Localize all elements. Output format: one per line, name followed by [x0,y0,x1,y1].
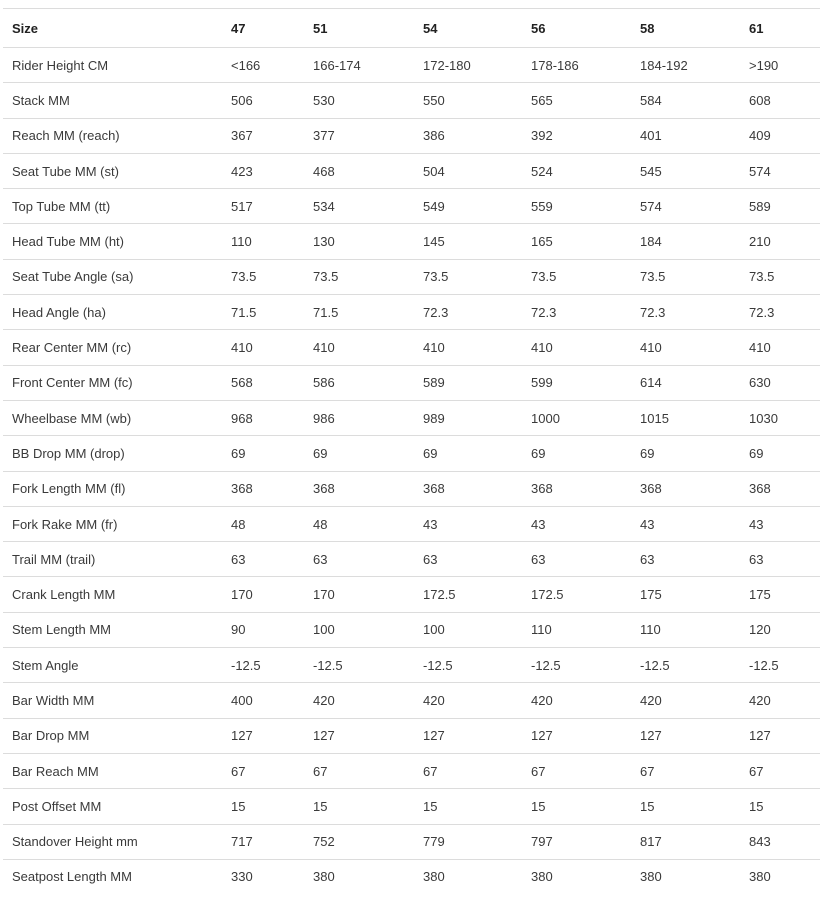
table-cell: 599 [522,365,631,400]
table-cell: 172.5 [414,577,522,612]
row-label: Post Offset MM [3,789,222,824]
table-cell: 63 [522,542,631,577]
row-label: Head Tube MM (ht) [3,224,222,259]
table-cell: 69 [414,436,522,471]
table-cell: 584 [631,83,740,118]
row-label: Top Tube MM (tt) [3,189,222,224]
table-cell: 175 [631,577,740,612]
table-cell: <166 [222,48,304,83]
table-cell: 410 [522,330,631,365]
table-row [3,648,820,683]
table-cell: 166-174 [304,48,414,83]
table-cell: 90 [222,612,304,647]
table-cell: 1015 [631,400,740,435]
row-label: BB Drop MM (drop) [3,436,222,471]
table-row [3,859,820,894]
table-cell: 170 [222,577,304,612]
row-label: Rider Height CM [3,48,222,83]
table-cell: 127 [414,718,522,753]
table-cell: 1000 [522,400,631,435]
table-cell: 69 [740,436,820,471]
table-cell: 71.5 [304,295,414,330]
table-cell: 63 [740,542,820,577]
row-label: Standover Height mm [3,824,222,859]
table-row [3,718,820,753]
row-label: Seatpost Length MM [3,859,222,894]
row-label: Seat Tube MM (st) [3,153,222,188]
header-size-label: Size [3,9,222,48]
header-size-47: 47 [222,9,304,48]
table-cell: 410 [222,330,304,365]
table-cell: 400 [222,683,304,718]
table-header [3,9,820,48]
table-cell: 127 [304,718,414,753]
table-cell: 986 [304,400,414,435]
table-row [3,753,820,788]
row-label: Bar Width MM [3,683,222,718]
table-row [3,400,820,435]
table-cell: 517 [222,189,304,224]
table-cell: 175 [740,577,820,612]
table-cell: 100 [304,612,414,647]
table-cell: 589 [414,365,522,400]
row-label: Seat Tube Angle (sa) [3,259,222,294]
row-label: Wheelbase MM (wb) [3,400,222,435]
table-cell: 368 [304,471,414,506]
table-cell: -12.5 [631,648,740,683]
table-cell: 380 [631,859,740,894]
table-cell: 73.5 [522,259,631,294]
table-cell: 330 [222,859,304,894]
table-cell: 110 [222,224,304,259]
header-size-54: 54 [414,9,522,48]
row-label: Stem Length MM [3,612,222,647]
table-cell: 67 [222,753,304,788]
header-row [3,9,820,48]
table-row [3,683,820,718]
row-label: Fork Rake MM (fr) [3,506,222,541]
table-cell: 534 [304,189,414,224]
table-row [3,330,820,365]
table-cell: 380 [414,859,522,894]
table-cell: -12.5 [222,648,304,683]
table-cell: 420 [522,683,631,718]
table-cell: 165 [522,224,631,259]
table-cell: 779 [414,824,522,859]
row-label: Reach MM (reach) [3,118,222,153]
table-cell: 67 [631,753,740,788]
table-cell: 67 [522,753,631,788]
table-cell: 72.3 [522,295,631,330]
table-cell: 468 [304,153,414,188]
table-row [3,83,820,118]
table-cell: 73.5 [631,259,740,294]
table-cell: 69 [222,436,304,471]
table-cell: 420 [414,683,522,718]
table-cell: 377 [304,118,414,153]
table-cell: >190 [740,48,820,83]
table-cell: 127 [522,718,631,753]
table-cell: 368 [522,471,631,506]
table-cell: 72.3 [414,295,522,330]
row-label: Head Angle (ha) [3,295,222,330]
table-cell: 63 [222,542,304,577]
table-cell: 73.5 [304,259,414,294]
table-cell: 15 [740,789,820,824]
table-cell: 48 [304,506,414,541]
table-cell: 120 [740,612,820,647]
table-cell: 589 [740,189,820,224]
table-cell: 630 [740,365,820,400]
table-cell: 386 [414,118,522,153]
table-cell: 989 [414,400,522,435]
table-row [3,471,820,506]
table-cell: 968 [222,400,304,435]
table-row [3,436,820,471]
table-row [3,259,820,294]
table-cell: 43 [631,506,740,541]
table-cell: 614 [631,365,740,400]
table-row [3,824,820,859]
table-cell: 73.5 [740,259,820,294]
table-row [3,542,820,577]
table-cell: 420 [304,683,414,718]
table-cell: 530 [304,83,414,118]
table-cell: 15 [414,789,522,824]
table-cell: 410 [304,330,414,365]
table-cell: 401 [631,118,740,153]
table-cell: 559 [522,189,631,224]
header-size-58: 58 [631,9,740,48]
table-cell: 210 [740,224,820,259]
table-cell: 43 [522,506,631,541]
table-cell: 15 [222,789,304,824]
table-cell: 410 [740,330,820,365]
table-row [3,506,820,541]
header-size-51: 51 [304,9,414,48]
table-row [3,789,820,824]
table-cell: -12.5 [304,648,414,683]
table-cell: 63 [304,542,414,577]
table-cell: 72.3 [631,295,740,330]
table-cell: 100 [414,612,522,647]
row-label: Crank Length MM [3,577,222,612]
table-cell: 69 [631,436,740,471]
table-cell: 69 [522,436,631,471]
geometry-table [3,8,820,894]
table-body [3,48,820,895]
table-cell: 565 [522,83,631,118]
table-cell: 127 [631,718,740,753]
table-cell: 410 [631,330,740,365]
row-label: Rear Center MM (rc) [3,330,222,365]
row-label: Trail MM (trail) [3,542,222,577]
table-row [3,189,820,224]
table-cell: 43 [740,506,820,541]
row-label: Front Center MM (fc) [3,365,222,400]
table-cell: 506 [222,83,304,118]
header-size-56: 56 [522,9,631,48]
table-cell: 15 [631,789,740,824]
table-cell: 717 [222,824,304,859]
row-label: Stack MM [3,83,222,118]
table-cell: 568 [222,365,304,400]
table-cell: -12.5 [522,648,631,683]
table-cell: 752 [304,824,414,859]
table-cell: -12.5 [740,648,820,683]
table-cell: 63 [414,542,522,577]
table-cell: 367 [222,118,304,153]
table-cell: 574 [631,189,740,224]
table-row [3,612,820,647]
table-row [3,153,820,188]
table-cell: 172-180 [414,48,522,83]
table-cell: 392 [522,118,631,153]
table-cell: 368 [631,471,740,506]
table-cell: 43 [414,506,522,541]
table-cell: -12.5 [414,648,522,683]
table-cell: 504 [414,153,522,188]
table-cell: 130 [304,224,414,259]
table-cell: 423 [222,153,304,188]
table-cell: 545 [631,153,740,188]
table-cell: 409 [740,118,820,153]
table-cell: 574 [740,153,820,188]
row-label: Stem Angle [3,648,222,683]
table-cell: 797 [522,824,631,859]
table-cell: 15 [304,789,414,824]
table-cell: 172.5 [522,577,631,612]
row-label: Fork Length MM (fl) [3,471,222,506]
table-row [3,577,820,612]
table-cell: 586 [304,365,414,400]
table-cell: 73.5 [414,259,522,294]
table-cell: 48 [222,506,304,541]
table-row [3,365,820,400]
table-cell: 72.3 [740,295,820,330]
table-cell: 420 [740,683,820,718]
table-row [3,118,820,153]
table-cell: 380 [740,859,820,894]
table-cell: 550 [414,83,522,118]
table-cell: 817 [631,824,740,859]
table-cell: 110 [522,612,631,647]
table-cell: 843 [740,824,820,859]
row-label: Bar Drop MM [3,718,222,753]
table-cell: 127 [222,718,304,753]
table-cell: 420 [631,683,740,718]
table-cell: 67 [414,753,522,788]
table-cell: 380 [522,859,631,894]
table-cell: 368 [222,471,304,506]
table-row [3,295,820,330]
row-label: Bar Reach MM [3,753,222,788]
table-cell: 410 [414,330,522,365]
table-cell: 67 [740,753,820,788]
table-cell: 127 [740,718,820,753]
table-cell: 67 [304,753,414,788]
table-cell: 368 [740,471,820,506]
table-cell: 184-192 [631,48,740,83]
table-cell: 524 [522,153,631,188]
table-cell: 110 [631,612,740,647]
table-cell: 71.5 [222,295,304,330]
table-cell: 178-186 [522,48,631,83]
table-cell: 368 [414,471,522,506]
table-cell: 549 [414,189,522,224]
table-row [3,48,820,83]
table-cell: 170 [304,577,414,612]
table-cell: 73.5 [222,259,304,294]
table-row [3,224,820,259]
table-cell: 608 [740,83,820,118]
table-cell: 145 [414,224,522,259]
table-cell: 69 [304,436,414,471]
header-size-61: 61 [740,9,820,48]
table-cell: 15 [522,789,631,824]
table-cell: 184 [631,224,740,259]
table-cell: 1030 [740,400,820,435]
table-cell: 63 [631,542,740,577]
table-cell: 380 [304,859,414,894]
